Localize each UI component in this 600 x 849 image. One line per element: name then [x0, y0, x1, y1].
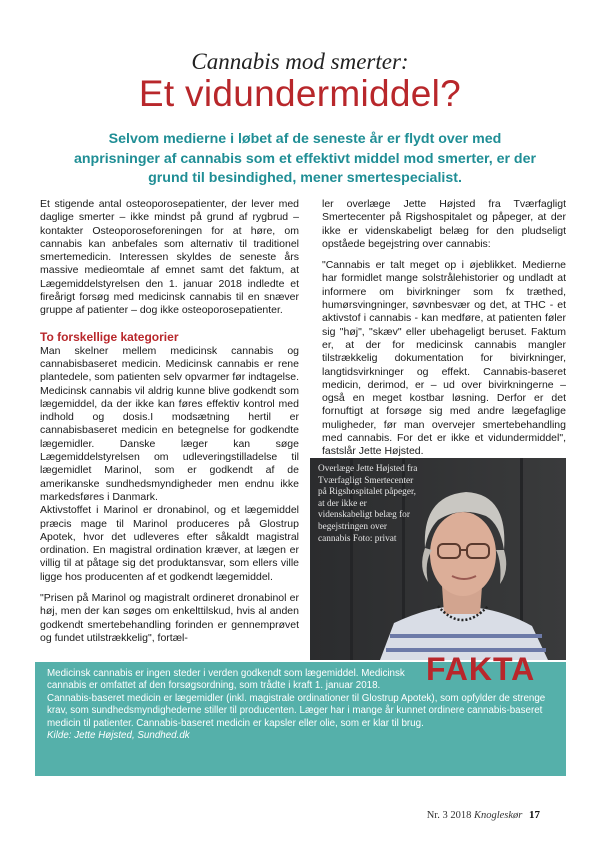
- body-paragraph: "Prisen på Marinol og magistralt ordineret dronabinol er høj, men der kan søges om enkelttilskud, hvis al anden godkendt smertebehandling forinden er gennemprøvet og fundet utilstrækkelig", fortæl-: [40, 592, 299, 644]
- fakta-title: FAKTA: [426, 651, 536, 687]
- article-lead: Selvom medierne i løbet af de seneste år er flydt over med anprisninger af cannabis som et effektivt middel mod smerter, er der grund til besindighed, mener smertespecialist.: [73, 131, 537, 186]
- body-paragraph: "Cannabis er talt meget op i øjeblikket. Medierne har formidlet mange solstrålehistorier og undladt at informere om bivirkninger som fx træthed, humørsvingninger, søvnbesvær og det, at THC - et aktivstof i cannabis - kan medføre, at patienten føler sig "høj", "skæv" eller ubehageligt beruset. Faktum er, at der for medicinsk cannabis mangler tilstrækkelig dokumentation for bivirkninger, langtidsvirkninger og effekt. Cannabis-baseret medicin, derimod, er – ud over bivirkningerne – også en meget kostbar løsning. Derfor er det fornuftigt at forsøge sig med andre lægefaglige muligheder, før man overvejer smertebehandling med cannabis. For det er ikke et vidundermiddel", fastslår Jette Højsted.: [322, 259, 566, 458]
- issue-number: Nr. 3 2018: [426, 810, 472, 821]
- article-kicker: Cannabis mod smerter:: [191, 49, 409, 74]
- article-headline: Et vidundermiddel?: [138, 73, 462, 114]
- subheading: To forskellige kategorier: [40, 329, 179, 344]
- fakta-paragraph: Cannabis-baseret medicin er lægemidler (inkl. magistrale ordinationer til Glostrup Apotek), som opfylder de strenge krav, som sundhedsmyndighederne stiller til producenten. Læger har i mange år kunnet ordinere cannabis-baseret medicin til patienter. Cannabis-baseret medicin er kapsler eller olie, som er klar til brug.: [47, 692, 546, 729]
- body-paragraph: Man skelner mellem medicinsk cannabis og cannabisbaseret medicin. Medicinsk cannabis er rene plantedele, som patienten selv opvarmer før indtagelse. Medicinsk cannabis vil aldrig kunne blive godkendt som lægemiddel, da der ikke kan føres effektiv kontrol med indhold og dosis.I modsætning hertil er cannabisbaseret medicin en betegnelse for godkendte lægemidler. Danske læger kan søge Lægemiddelstyrelsen om udleveringstilladelse til lægemidlet Marinol, som er godkendt af de amerikanske sundhedsmyndigheder men endnu ikke markedsføres i Danmark.: [40, 344, 299, 503]
- right-column: [322, 198, 566, 459]
- magazine-name: Knogleskør: [473, 810, 523, 821]
- fakta-source-text: Kilde: Jette Højsted, Sundhed.dk: [47, 730, 190, 742]
- left-column: [40, 198, 299, 645]
- photo-caption: Overlæge Jette Højsted fra Tværfagligt Smertecenter på Rigshospitalet påpeger, at der ikke er videnskabeligt belæg for begejstringen over cannabis Foto: privat: [318, 464, 418, 544]
- body-paragraph: Aktivstoffet i Marinol er dronabinol, og et lægemiddel præcis mage til Marinol produceres på Glostrup Apotek, hvor det udleveres efter såkaldt magistral ordination. En magistral ordination kræver, at lægen er villig til at påtage sig det produktansvar, som ellers ville ligge hos producenten af et godkendt lægemiddel.: [40, 504, 299, 583]
- page-footer: [427, 809, 540, 821]
- fakta-source: [47, 730, 419, 742]
- page-number: 17: [529, 809, 540, 821]
- fakta-paragraph: Medicinsk cannabis er ingen steder i verden godkendt som lægemiddel. Medicinsk cannabis er omfattet af den forsøgsordning, som trådte i kraft 1. januar 2018.: [47, 668, 405, 692]
- portrait-photo: [310, 458, 566, 660]
- body-paragraph: ler overlæge Jette Højsted fra Tværfagligt Smertecenter på Rigshospitalet og påpeger, at der ikke er videnskabeligt belæg for den pludseligt opståede begejstring over cannabis:: [322, 198, 566, 250]
- body-paragraph: Et stigende antal osteoporosepatienter, der lever med daglige smerter – ikke mindst på grund af rygbrud – kontakter Osteoporoseforeningen for at høre, om cannabis kan anbefales som alternativ til traditionel smertemedicin. Interessen skyldes de seneste års massive medieomtale af emnet samt det faktum, at Lægemiddelstyrelsen den 1. januar 2018 indledte et fireårigt forsøg med medicinsk cannabis til en snæver gruppe af patienter – dog ikke osteoporosepatienter.: [40, 198, 299, 317]
